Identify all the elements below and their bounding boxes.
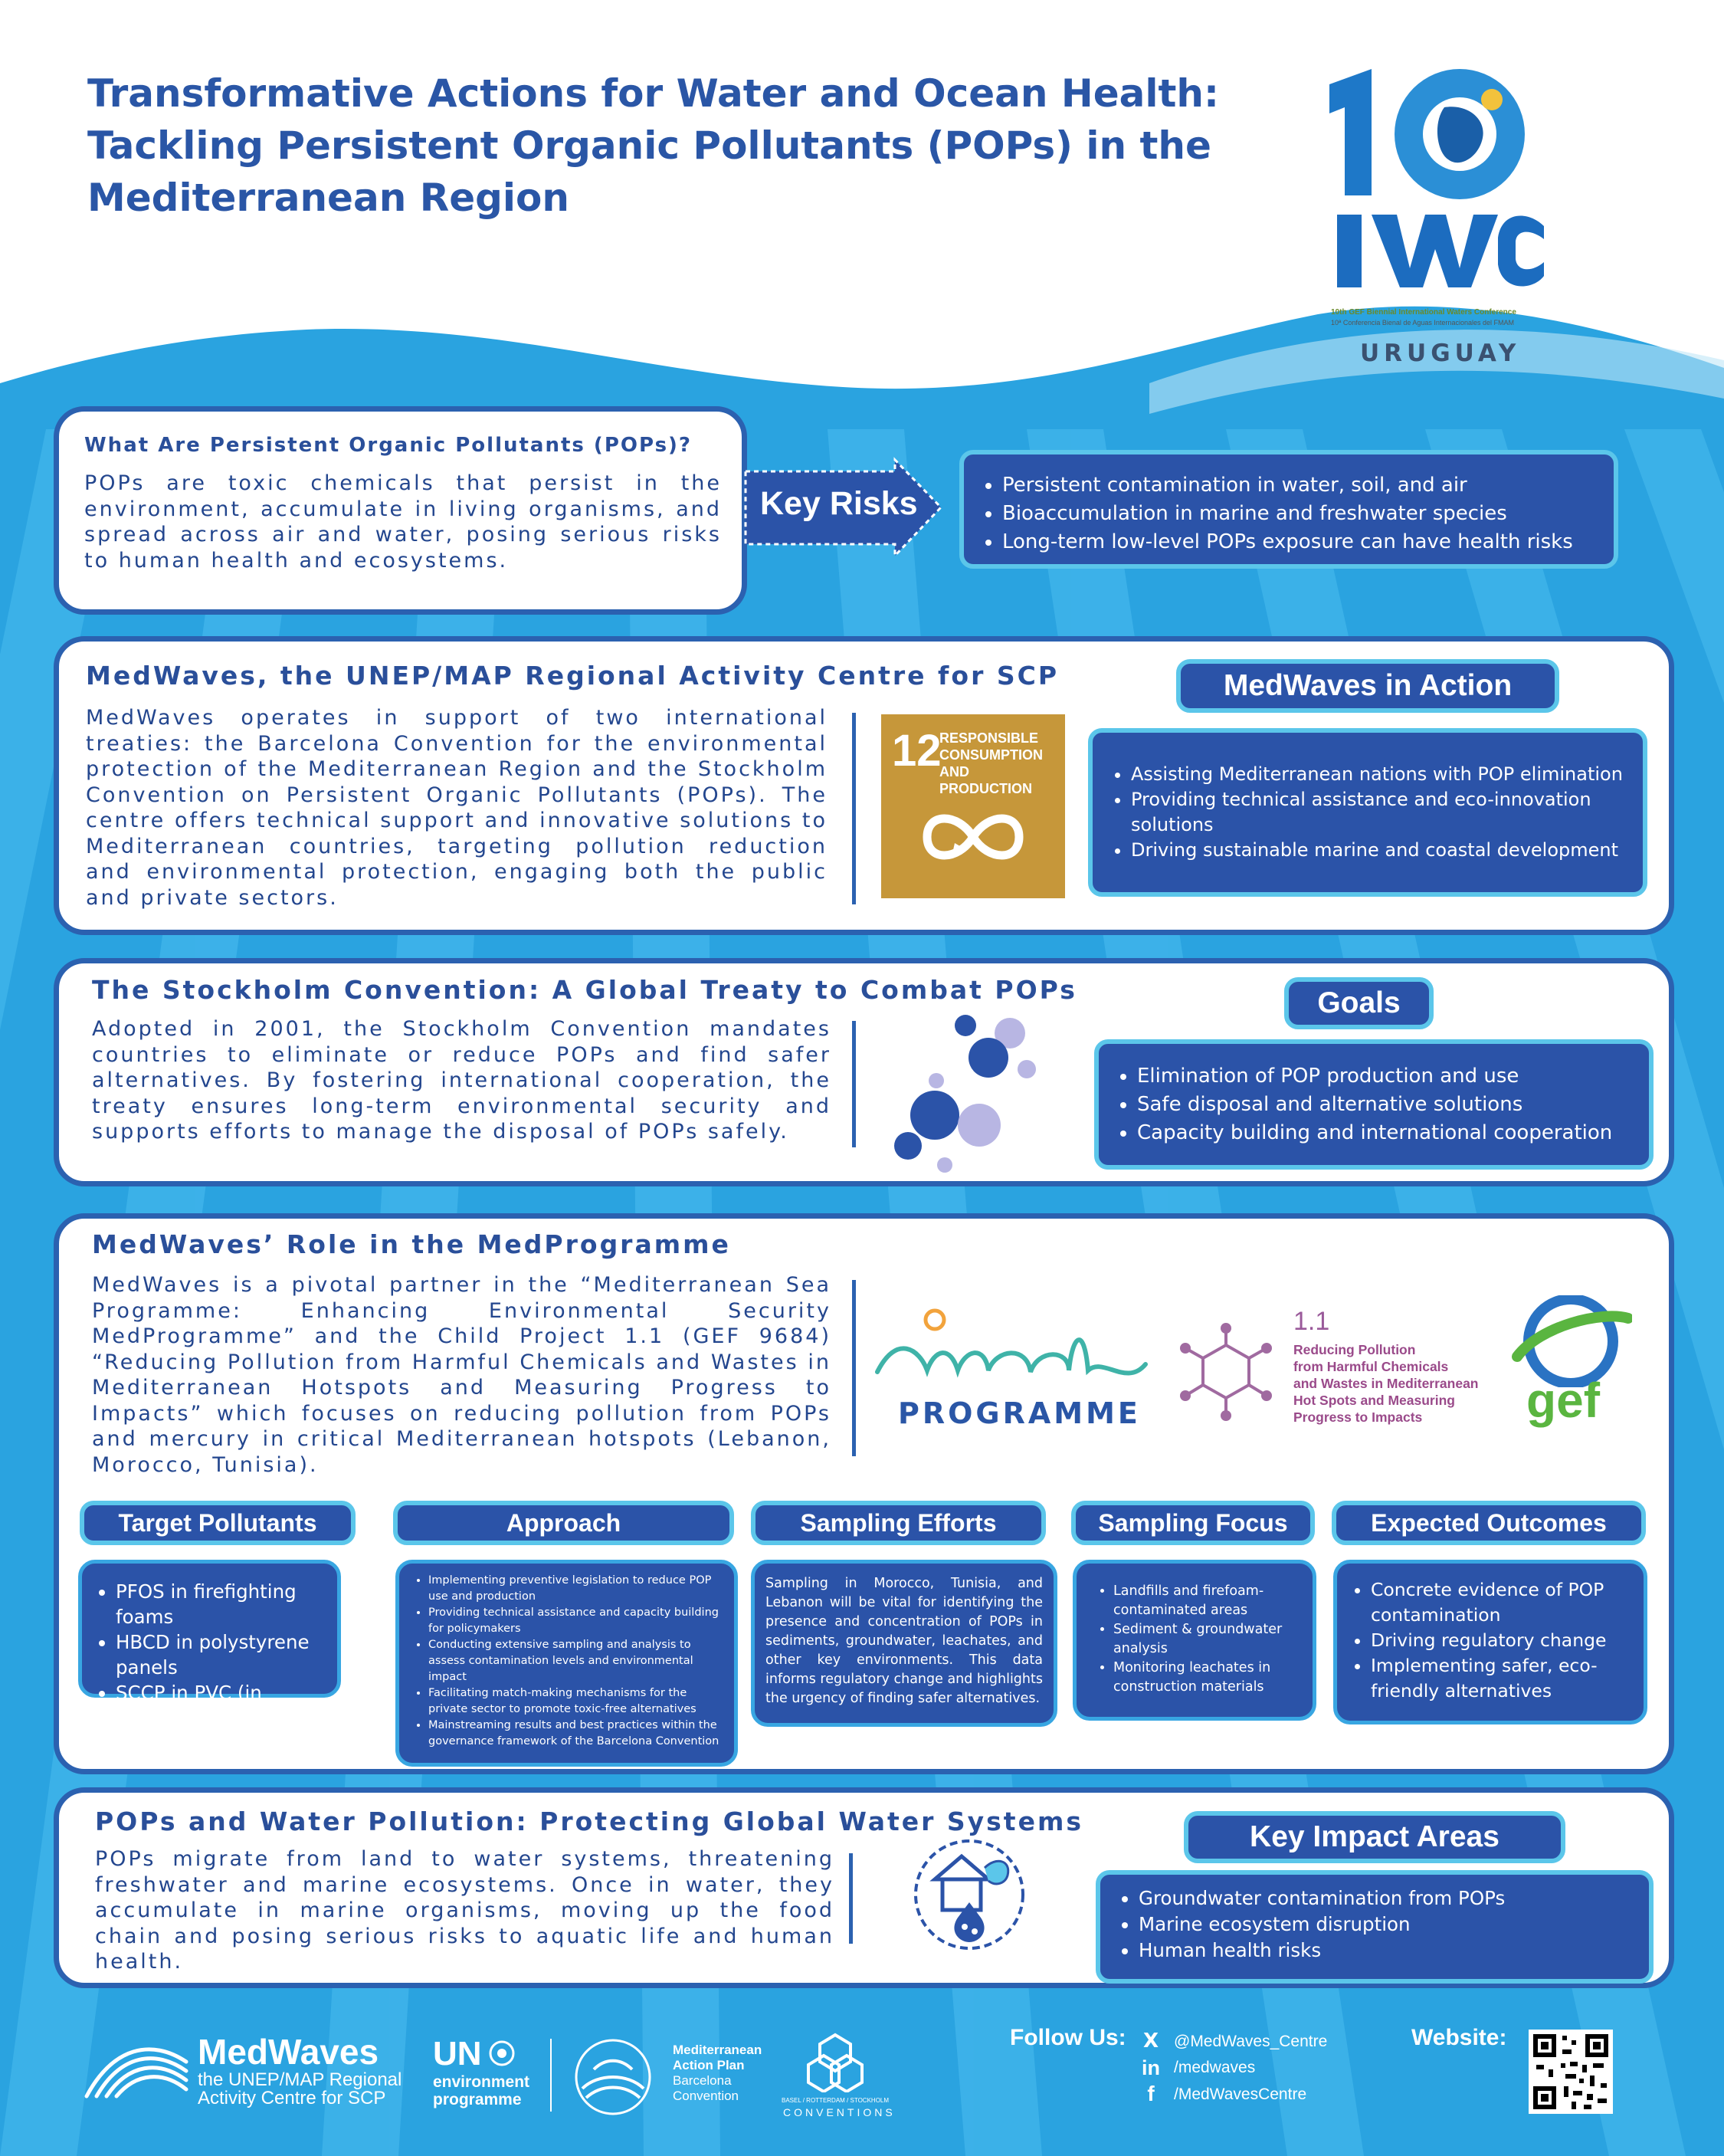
focus-item: • Sediment & groundwater analysis bbox=[1113, 1620, 1303, 1659]
goals-label: Goals bbox=[1284, 977, 1434, 1029]
target-pollutants-list bbox=[78, 1560, 341, 1729]
sdg-title bbox=[939, 730, 1065, 797]
medwaves-logo-sub2: Activity Centre for SCP bbox=[198, 2088, 386, 2108]
stockholm-body: Adopted in 2001, the Stockholm Convention mandates countries to eliminate or reduce POPs and find safer alternatives. By fostering international cooperation, the treaty ensures long-term environmental security and supports efforts to manage the disposal of POPs safely. bbox=[92, 1017, 831, 1144]
medprogramme-body: MedWaves is a pivotal partner in the “Mediterranean Sea Programme: Enhancing Environmental Security MedProgramme” and the Child Project 1.1 (GEF 9684) “Reducing Pollution from Harmful Chemicals and Wastes in Mediterranean Hotspots and Measuring Progress to Impacts” which focuses on reducing pollution from POPs and mercury in critical Mediterranean hotspots (Lebanon, Morocco, Tunisia). bbox=[92, 1273, 831, 1477]
brs-name: CONVENTIONS bbox=[783, 2106, 896, 2118]
medwaves-waves-icon bbox=[83, 2031, 190, 2100]
divider bbox=[852, 1021, 856, 1147]
risk-item: • Persistent contamination in water, soil, and air bbox=[1002, 471, 1598, 500]
facebook-icon[interactable]: f bbox=[1147, 2082, 1155, 2105]
approach-label: Approach bbox=[393, 1501, 734, 1545]
impact-areas-list bbox=[1096, 1870, 1654, 1984]
stockholm-heading: The Stockholm Convention: A Global Treaty to Combat POPs bbox=[92, 975, 1077, 1005]
medwaves-heading: MedWaves, the UNEP/MAP Regional Activity Centre for SCP bbox=[86, 661, 1060, 691]
med-programme-word: PROGRAMME bbox=[898, 1396, 1141, 1430]
molecules-icon bbox=[881, 1012, 1042, 1180]
medwaves-body: MedWaves operates in support of two international treaties: the Barcelona Convention for the environmental protection of the Mediterranean Region and the Stockholm Convention on Persistent Organic Pollutants (POPs). The centre offers technical support and innovative solutions to Mediterranean countries, targeting pollution reduction and environmental protection, engaging both the public and private sectors. bbox=[86, 706, 828, 910]
sampling-efforts-text: Sampling in Morocco, Tunisia, and Lebanon will be vital for identifying the presence and concentration of POPs in sediments, groundwater, leachates, and other key environments. This data informs regulatory change and highlights the urgency of finding safer alternatives. bbox=[751, 1560, 1057, 1727]
sdg12-tile bbox=[881, 714, 1065, 898]
medprogramme-heading: MedWaves’ Role in the MedProgramme bbox=[92, 1229, 731, 1259]
divider bbox=[852, 1280, 856, 1456]
pops-body: POPs are toxic chemicals that persist in the environment, accumulate in living organisms, and spread across air and water, posing serious risks to human health and ecosystems. bbox=[84, 471, 722, 573]
approach-item: • Facilitating match-making mechanisms for the private sector to promote toxic-free alternatives bbox=[428, 1685, 725, 1718]
expected-outcomes-list bbox=[1333, 1560, 1647, 1724]
follow-us-label: Follow Us: bbox=[1010, 2025, 1126, 2050]
approach-item: • Mainstreaming results and best practices within the governance framework of the Barcelona Convention bbox=[428, 1718, 725, 1750]
footer-divider bbox=[550, 2039, 552, 2112]
iwc-subtitle-1: 10th GEF Biennial International Waters Conference bbox=[1331, 308, 1516, 317]
medwaves-logo-sub1: the UNEP/MAP Regional bbox=[198, 2069, 402, 2090]
pollutant-item: • HBCD in polystyrene panels bbox=[116, 1629, 328, 1680]
gef-word: gef bbox=[1526, 1373, 1600, 1428]
approach-list bbox=[395, 1560, 738, 1767]
brs-small: BASEL / ROTTERDAM / STOCKHOLM bbox=[782, 2097, 890, 2104]
chemical-structure-icon bbox=[1176, 1322, 1276, 1422]
pollutant-item: • SCCP in PVC (in Lebanon) bbox=[116, 1680, 328, 1731]
un-name: UN bbox=[433, 2035, 482, 2072]
website-qr-code-icon[interactable] bbox=[1529, 2030, 1613, 2114]
divider bbox=[849, 1853, 853, 1944]
water-heading: POPs and Water Pollution: Protecting Global Water Systems bbox=[95, 1807, 1083, 1836]
title-line-2: Tackling Persistent Organic Pollutants (POPs) in the bbox=[87, 123, 1211, 168]
un-emblem-icon bbox=[488, 2040, 516, 2067]
action-item: • Driving sustainable marine and coastal development bbox=[1131, 838, 1627, 863]
x-icon[interactable]: X bbox=[1142, 2030, 1159, 2053]
water-pollution-icon bbox=[912, 1833, 1027, 1956]
sampling-focus-label: Sampling Focus bbox=[1071, 1501, 1315, 1545]
iwc-subtitle-2: 10ª Conferencia Bienal de Aguas Internacionales del FMAM bbox=[1331, 319, 1514, 327]
linkedin-icon[interactable]: in bbox=[1142, 2056, 1160, 2079]
facebook-link[interactable]: /MedWavesCentre bbox=[1174, 2085, 1307, 2103]
sampling-efforts-label: Sampling Efforts bbox=[751, 1501, 1046, 1545]
gef-logo bbox=[1509, 1295, 1632, 1441]
goal-item: • Safe disposal and alternative solutions bbox=[1137, 1091, 1634, 1119]
iwc-logo bbox=[1314, 61, 1544, 383]
map-line: Action Plan bbox=[673, 2058, 745, 2072]
outcome-item: • Driving regulatory change bbox=[1371, 1628, 1634, 1653]
sdg-text-line: AND PRODUCTION bbox=[939, 764, 1032, 796]
map-emblem-icon bbox=[567, 2035, 659, 2119]
iwc-emblem-icon bbox=[1314, 61, 1544, 307]
divider bbox=[852, 713, 856, 904]
action-item: • Assisting Mediterranean nations with POP elimination bbox=[1131, 762, 1627, 787]
impact-item: • Marine ecosystem disruption bbox=[1139, 1912, 1634, 1938]
goal-item: • Elimination of POP production and use bbox=[1137, 1062, 1634, 1091]
project-number: 1.1 bbox=[1293, 1307, 1330, 1336]
title-line-3: Mediterranean Region bbox=[87, 176, 570, 220]
page-title bbox=[87, 67, 1275, 224]
medprogramme-logo bbox=[873, 1303, 1149, 1433]
project-title-line: and Wastes in Mediterranean bbox=[1293, 1376, 1479, 1391]
key-impact-areas-label: Key Impact Areas bbox=[1184, 1811, 1565, 1863]
project-title-line: Hot Spots and Measuring bbox=[1293, 1393, 1455, 1408]
map-line: Convention bbox=[673, 2089, 739, 2103]
sdg-number: 12 bbox=[892, 726, 942, 776]
linkedin-link[interactable]: /medwaves bbox=[1174, 2059, 1256, 2076]
impact-item: • Human health risks bbox=[1139, 1938, 1634, 1964]
goals-list bbox=[1094, 1039, 1654, 1170]
title-line-1: Transformative Actions for Water and Ocean Health: bbox=[87, 71, 1220, 116]
water-body: POPs migrate from land to water systems, threatening freshwater and marine ecosystems. Once in water, they accumulate in marine organisms, moving up the food chain and posing serious risks to aquatic life and human health. bbox=[95, 1847, 834, 1974]
medwaves-logo bbox=[83, 2031, 405, 2115]
outcome-item: • Concrete evidence of POP contamination bbox=[1371, 1577, 1634, 1628]
approach-item: • Implementing preventive legislation to reduce POP use and production bbox=[428, 1573, 725, 1605]
expected-outcomes-label: Expected Outcomes bbox=[1332, 1501, 1646, 1545]
project-title bbox=[1293, 1341, 1479, 1426]
un-sub1: environment bbox=[433, 2073, 530, 2091]
project-title-line: Reducing Pollution bbox=[1293, 1342, 1416, 1357]
focus-item: • Landfills and firefoam-contaminated areas bbox=[1113, 1582, 1303, 1620]
unep-logo bbox=[433, 2035, 540, 2115]
approach-item: • Providing technical assistance and capacity building for policymakers bbox=[428, 1605, 725, 1637]
action-item: • Providing technical assistance and eco-innovation solutions bbox=[1131, 787, 1627, 838]
infinity-icon bbox=[912, 799, 1034, 875]
med-wave-logo-icon bbox=[873, 1303, 1149, 1395]
website-label: Website: bbox=[1411, 2025, 1507, 2050]
iwc-country: URUGUAY bbox=[1360, 340, 1521, 367]
sdg-text-line: CONSUMPTION bbox=[939, 747, 1043, 763]
outcome-item: • Implementing safer, eco-friendly alternatives bbox=[1371, 1653, 1634, 1704]
risk-item: • Long-term low-level POPs exposure can have health risks bbox=[1002, 528, 1598, 556]
map-line: Barcelona bbox=[673, 2073, 732, 2088]
medwaves-logo-name: MedWaves bbox=[198, 2032, 379, 2072]
medwaves-in-action-label: MedWaves in Action bbox=[1176, 659, 1559, 713]
goal-item: • Capacity building and international cooperation bbox=[1137, 1119, 1634, 1147]
focus-item: • Monitoring leachates in construction materials bbox=[1113, 1659, 1303, 1697]
sdg-text-line: RESPONSIBLE bbox=[939, 730, 1039, 746]
brs-emblem-icon bbox=[801, 2031, 870, 2092]
target-pollutants-label: Target Pollutants bbox=[80, 1501, 356, 1545]
sampling-focus-list bbox=[1073, 1560, 1316, 1721]
key-risks-label: Key Risks bbox=[760, 485, 918, 522]
pops-heading: What Are Persistent Organic Pollutants (POPs)? bbox=[84, 434, 693, 457]
project-title-line: Progress to Impacts bbox=[1293, 1409, 1423, 1425]
twitter-link[interactable]: @MedWaves_Centre bbox=[1174, 2033, 1328, 2050]
risk-item: • Bioaccumulation in marine and freshwater species bbox=[1002, 500, 1598, 528]
un-sub2: programme bbox=[433, 2091, 522, 2108]
key-risks-list bbox=[959, 450, 1618, 569]
map-line: Mediterranean bbox=[673, 2043, 762, 2057]
medwaves-actions-list bbox=[1088, 728, 1647, 897]
impact-item: • Groundwater contamination from POPs bbox=[1139, 1885, 1634, 1912]
project-title-line: from Harmful Chemicals bbox=[1293, 1359, 1449, 1374]
approach-item: • Conducting extensive sampling and analysis to assess contamination levels and environmental impact bbox=[428, 1637, 725, 1685]
map-text bbox=[673, 2043, 762, 2104]
pollutant-item: • PFOS in firefighting foams bbox=[116, 1579, 328, 1629]
